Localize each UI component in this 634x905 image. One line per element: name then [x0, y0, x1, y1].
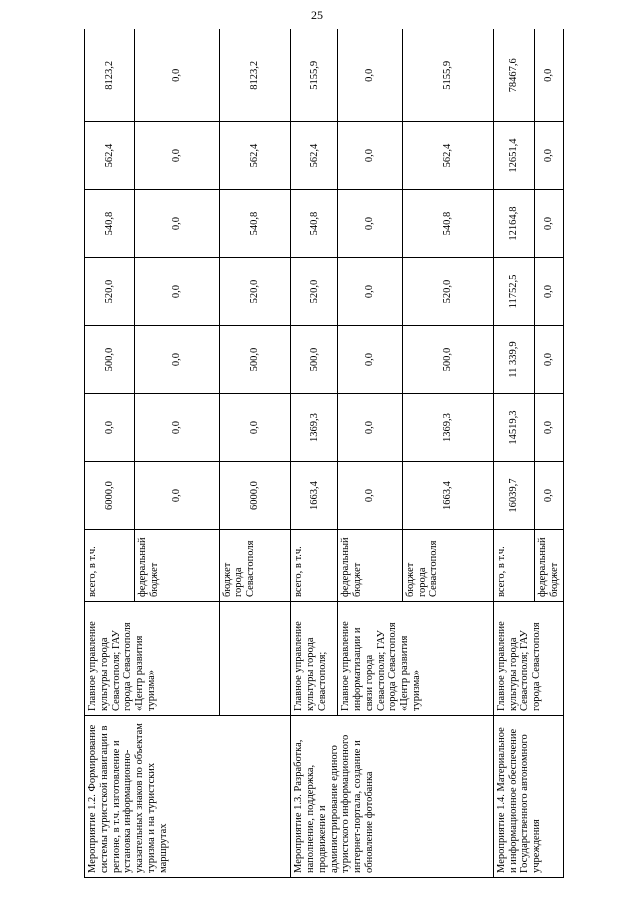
value-cell: 11752,5	[493, 258, 534, 326]
value-cell: 1663,4	[291, 462, 338, 530]
value-cell: 500,0	[291, 326, 338, 394]
total-cell: 8123,2	[85, 30, 135, 122]
value-cell: 0,0	[338, 122, 402, 190]
value-cell: 520,0	[219, 258, 291, 326]
source-cell: федеральный бюджет	[134, 530, 219, 602]
value-cell: 1369,3	[402, 394, 493, 462]
executor-cell-empty	[219, 602, 291, 716]
value-cell: 11 339,9	[493, 326, 534, 394]
total-cell: 5155,9	[402, 30, 493, 122]
value-cell: 6000,0	[219, 462, 291, 530]
source-cell: бюджет города Севастополя	[402, 530, 493, 602]
source-cell: всего, в т.ч.	[291, 530, 338, 602]
total-cell: 0,0	[338, 30, 402, 122]
executor-cell: Главное управление культуры города Севастополя;	[291, 602, 338, 716]
value-cell: 12651,4	[493, 122, 534, 190]
value-cell: 0,0	[134, 122, 219, 190]
value-cell: 540,8	[291, 190, 338, 258]
source-cell: всего, в т.ч.	[85, 530, 135, 602]
total-cell: 78467,6	[493, 30, 534, 122]
measure-cell: Мероприятие 1.2. Формирование системы туристской навигации в регионе, в т.ч. изготовление и установка информационно-указательных знаков по объектам туризма и на туристских маршрутах	[85, 716, 291, 878]
value-cell: 562,4	[402, 122, 493, 190]
value-cell: 0,0	[535, 190, 564, 258]
value-cell: 562,4	[219, 122, 291, 190]
value-cell: 540,8	[402, 190, 493, 258]
value-cell: 562,4	[85, 122, 135, 190]
value-cell: 12164,8	[493, 190, 534, 258]
source-cell: федеральный бюджет	[535, 530, 564, 602]
value-cell: 0,0	[338, 462, 402, 530]
measure-cell: Мероприятие 1.3. Разработка, наполнение, поддержка, продвижение и администрирование единого туристского информационного интернет-портала, создание и обновление фотобанка	[291, 716, 494, 878]
value-cell: 0,0	[338, 394, 402, 462]
value-cell: 500,0	[402, 326, 493, 394]
value-cell: 500,0	[219, 326, 291, 394]
table-row	[493, 30, 534, 878]
value-cell: 0,0	[535, 258, 564, 326]
value-cell: 1369,3	[291, 394, 338, 462]
executor-cell: Главное управление культуры города Севастополя; ГАУ города Севастополя	[493, 602, 563, 716]
source-cell: бюджет города Севастополя	[219, 530, 291, 602]
value-cell: 0,0	[134, 462, 219, 530]
value-cell: 0,0	[535, 394, 564, 462]
total-cell: 0,0	[134, 30, 219, 122]
value-cell: 540,8	[85, 190, 135, 258]
value-cell: 0,0	[134, 394, 219, 462]
value-cell: 520,0	[291, 258, 338, 326]
source-cell: всего, в т.ч.	[493, 530, 534, 602]
value-cell: 0,0	[535, 326, 564, 394]
value-cell: 14519,3	[493, 394, 534, 462]
value-cell: 0,0	[535, 462, 564, 530]
value-cell: 0,0	[338, 258, 402, 326]
value-cell: 0,0	[338, 326, 402, 394]
measure-cell: Мероприятие 1.4. Материальное и информационное обеспечение Государственного автономного учреждения	[493, 716, 563, 878]
value-cell: 520,0	[402, 258, 493, 326]
table-row	[291, 30, 338, 878]
value-cell: 0,0	[134, 326, 219, 394]
total-cell: 8123,2	[219, 30, 291, 122]
value-cell: 562,4	[291, 122, 338, 190]
total-cell: 0,0	[535, 30, 564, 122]
value-cell: 0,0	[85, 394, 135, 462]
funding-table	[84, 30, 564, 879]
source-cell: федеральный бюджет	[338, 530, 402, 602]
executor-cell: Главное управление информатизации и связи города Севастополя; ГАУ города Севастополя «Центр развития туризма»	[338, 602, 494, 716]
value-cell: 540,8	[219, 190, 291, 258]
page-number: 25	[311, 8, 323, 22]
value-cell: 6000,0	[85, 462, 135, 530]
value-cell: 0,0	[134, 190, 219, 258]
value-cell: 16039,7	[493, 462, 534, 530]
value-cell: 1663,4	[402, 462, 493, 530]
value-cell: 0,0	[535, 122, 564, 190]
total-cell: 5155,9	[291, 30, 338, 122]
value-cell: 0,0	[134, 258, 219, 326]
rotated-table-wrapper	[84, 30, 564, 878]
value-cell: 0,0	[219, 394, 291, 462]
value-cell: 520,0	[85, 258, 135, 326]
value-cell: 0,0	[338, 190, 402, 258]
executor-cell: Главное управление культуры города Севастополя; ГАУ города Севастополя «Центр развития туризма»	[85, 602, 220, 716]
value-cell: 500,0	[85, 326, 135, 394]
table-row	[85, 30, 135, 878]
